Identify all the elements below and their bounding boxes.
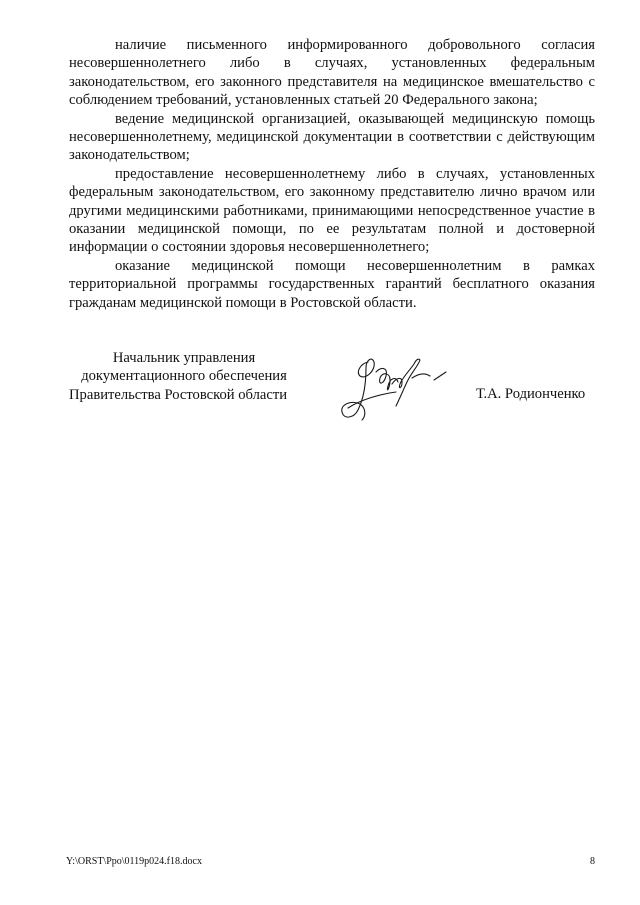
paragraph-consent: наличие письменного информированного добровольного согласия несовершеннолетнего либо в случаях, установленных федеральным законодательством, его законного представителя на медицинское вмешательство с соблюдением требований, установленных статьей 20 Федерального закона; — [69, 37, 595, 109]
signatory-position-line: Правительства Ростовской области — [69, 386, 288, 403]
signatory-position-line: Начальник управления — [112, 350, 256, 366]
handwritten-signature — [330, 350, 460, 430]
footer-file-path: Y:\ORST\Ppo\0119p024.f18.docx — [66, 856, 202, 867]
paragraph-documentation: ведение медицинской организацией, оказывающей медицинскую помощь несовершеннолетнему, медицинской документации в соответствии с действующим законодательством; — [69, 110, 595, 164]
signatory-position — [69, 349, 299, 404]
signatory-name: Т.А. Родионченко — [476, 386, 586, 402]
document-body — [69, 36, 595, 312]
signatory-position-line: документационного обеспечения — [81, 368, 287, 385]
paragraph-information: предоставление несовершеннолетнему либо в случаях, установленных федеральным законодательством, его законному представителю лично врачом или другими медицинскими работниками, принимающими непосредственное участие в оказании медицинской помощи, по ее результатам полной и достоверной информации о состоянии здоровья несовершеннолетнего; — [69, 165, 595, 256]
paragraph-program: оказание медицинской помощи несовершеннолетним в рамках территориальной программы государственных гарантий бесплатного оказания гражданам медицинской помощи в Ростовской области. — [69, 257, 595, 311]
page-number: 8 — [590, 856, 595, 867]
